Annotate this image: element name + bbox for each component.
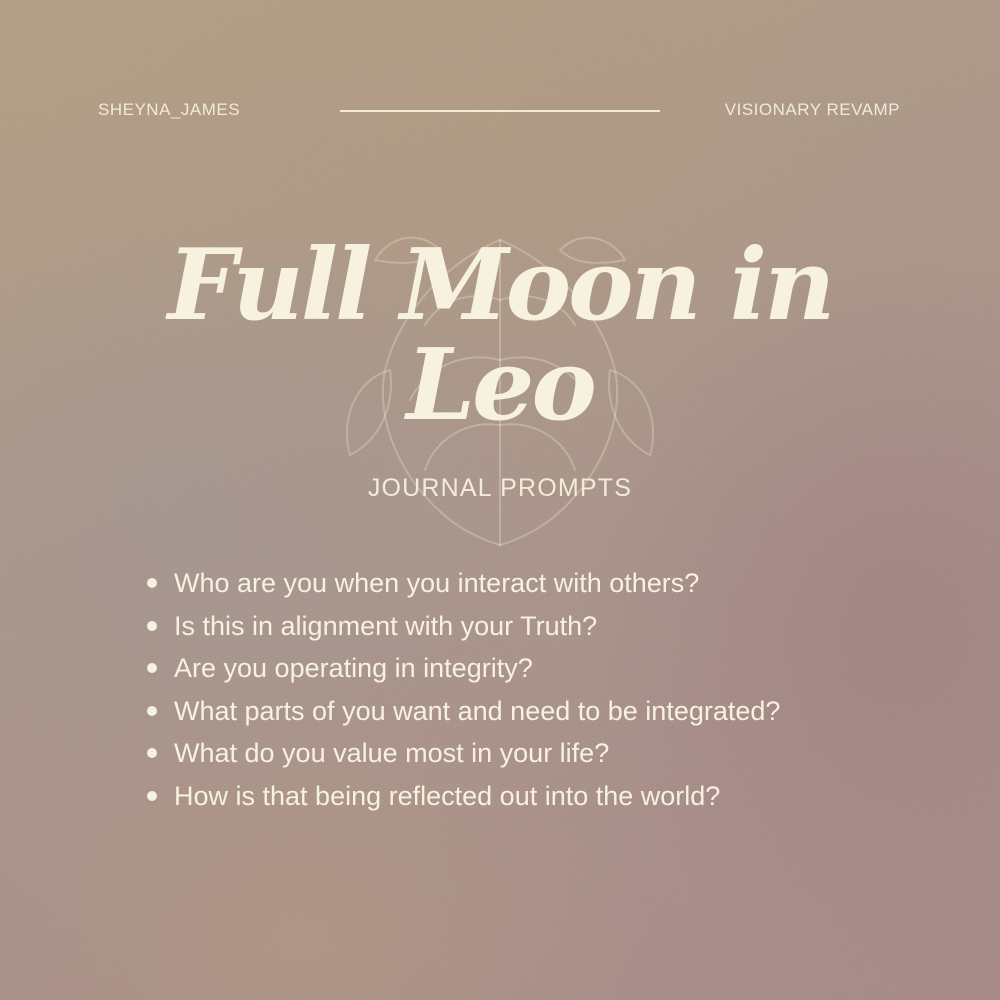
bullet-dot-icon (147, 706, 157, 716)
poster-subtitle: JOURNAL PROMPTS (367, 474, 633, 502)
prompt-text: Who are you when you interact with others? (174, 568, 700, 598)
prompt-text: Is this in alignment with your Truth? (174, 610, 598, 641)
title-line-2: Leo (406, 328, 594, 443)
prompt-text: What parts of you want and need to be integrated? (174, 695, 781, 726)
author-handle: SHEYNA_JAMES (98, 100, 241, 119)
brand-name: VISIONARY REVAMP (724, 100, 900, 119)
title-line-1: Full Moon in (167, 228, 833, 343)
prompt-item (145, 647, 879, 690)
bullet-dot-icon (147, 578, 157, 588)
prompt-item (145, 775, 879, 818)
bullet-dot-icon (147, 748, 157, 758)
prompt-item (145, 605, 879, 648)
prompt-list (145, 562, 879, 817)
prompt-item (145, 562, 879, 605)
prompt-item (145, 690, 879, 733)
prompt-text: What do you value most in your life? (174, 738, 610, 768)
prompt-item (145, 732, 879, 775)
prompt-text: Are you operating in integrity? (174, 653, 533, 683)
prompt-text: How is that being reflected out into the world? (174, 780, 721, 811)
header-divider (340, 110, 660, 112)
bullet-dot-icon (147, 663, 157, 673)
bullet-dot-icon (147, 621, 157, 631)
bullet-dot-icon (147, 791, 157, 801)
poster-title (0, 228, 1000, 443)
